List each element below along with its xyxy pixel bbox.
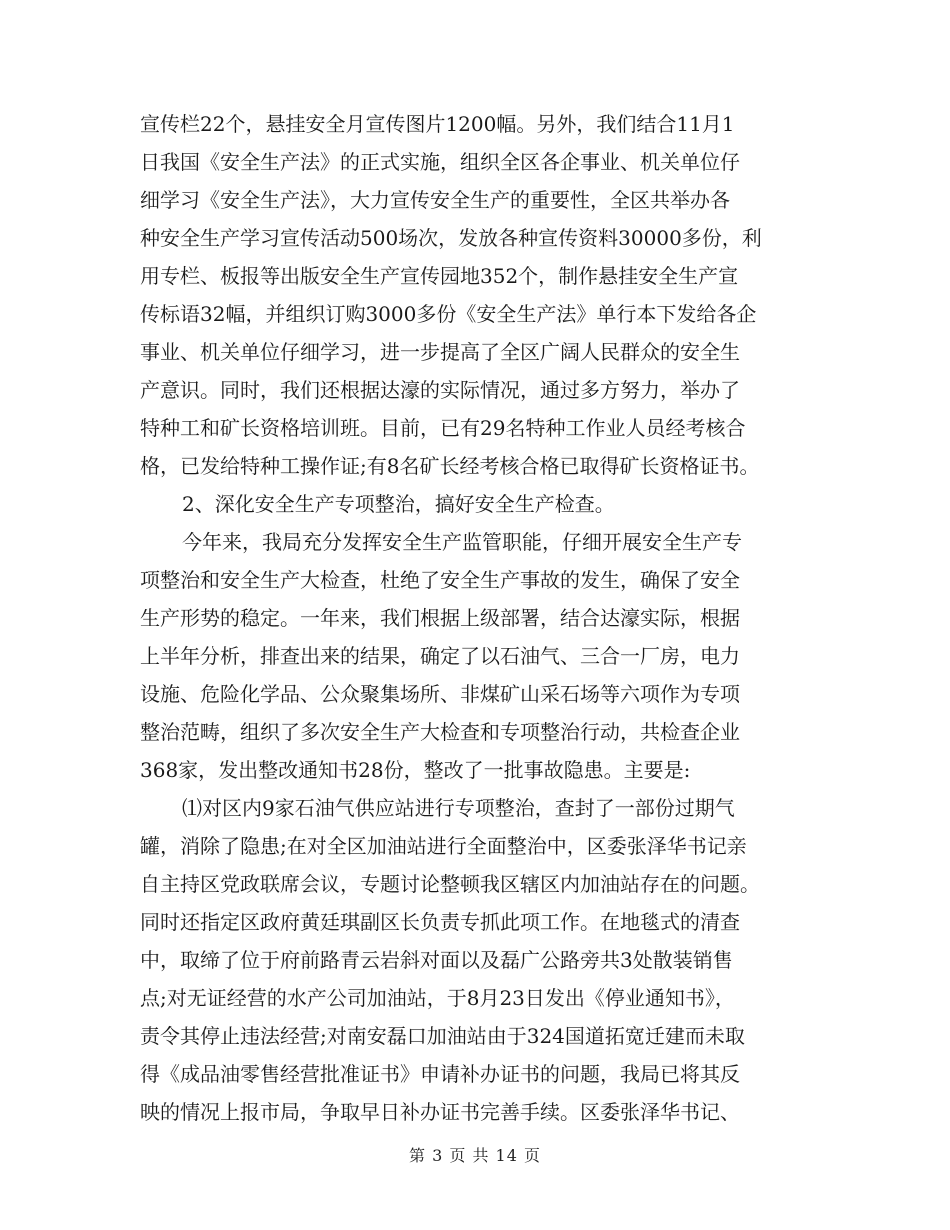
text-line: 细学习《安全生产法》，大力宣传安全生产的重要性，全区共举办各 [140,188,730,212]
text-line: 产意识。同时，我们还根据达濠的实际情况，通过多方努力，举办了 [140,378,740,402]
text-line: 日我国《安全生产法》的正式实施，组织全区各企事业、机关单位仔 [140,150,740,174]
text-line: 2、深化安全生产专项整治，搞好安全生产检查。 [182,492,615,516]
text-line: 点;对无证经营的水产公司加油站，于8月23日发出《停业通知书》， [140,986,735,1010]
page-footer: 第 3 页 共 14 页 [409,1146,541,1165]
text-line: 设施、危险化学品、公众聚集场所、非煤矿山采石场等六项作为专项 [140,682,740,706]
text-line: 同时还指定区政府黄廷琪副区长负责专抓此项工作。在地毯式的清查 [140,910,740,934]
text-line: 自主持区党政联席会议，专题讨论整顿我区辖区内加油站存在的问题。 [140,872,760,896]
text-line: 中，取缔了位于府前路青云岩斜对面以及磊广公路旁共3处散装销售 [140,948,733,972]
text-line: 事业、机关单位仔细学习，进一步提高了全区广阔人民群众的安全生 [140,340,740,364]
text-line: 种安全生产学习宣传活动500场次，发放各种宣传资料30000多份，利 [140,226,762,250]
document-body [140,105,812,1131]
text-line: 特种工和矿长资格培训班。目前，已有29名特种工作业人员经考核合 [140,416,746,440]
text-line: 生产形势的稳定。一年来，我们根据上级部署，结合达濠实际，根据 [140,606,740,630]
text-line: 责令其停止违法经营;对南安磊口加油站由于324国道拓宽迁建而未取 [140,1024,745,1048]
text-line: ⑴对区内9家石油气供应站进行专项整治，查封了一部份过期气 [182,796,735,820]
text-line: 格，已发给特种工操作证;有8名矿长经考核合格已取得矿长资格证书。 [140,454,760,478]
text-line: 今年来，我局充分发挥安全生产监管职能，仔细开展安全生产专 [182,530,742,554]
text-line: 传标语32幅，并组织订购3000多份《安全生产法》单行本下发给各企 [140,302,757,326]
text-line: 映的情况上报市局，争取早日补办证书完善手续。区委张泽华书记、 [140,1100,740,1124]
text-line: 整治范畴，组织了多次安全生产大检查和专项整治行动，共检查企业 [140,720,740,744]
text-line: 得《成品油零售经营批准证书》申请补办证书的问题，我局已将其反 [140,1062,740,1086]
text-line: 宣传栏22个，悬挂安全月宣传图片1200幅。另外，我们结合11月1 [140,112,735,136]
text-line: 上半年分析，排查出来的结果，确定了以石油气、三合一厂房，电力 [140,644,740,668]
text-line: 罐，消除了隐患;在对全区加油站进行全面整治中，区委张泽华书记亲 [140,834,747,858]
text-line: 用专栏、板报等出版安全生产宣传园地352个，制作悬挂安全生产宣 [140,264,739,288]
text-line: 项整治和安全生产大检查，杜绝了安全生产事故的发生，确保了安全 [140,568,740,592]
text-line: 368家，发出整改通知书28份，整改了一批事故隐患。主要是: [140,758,691,782]
